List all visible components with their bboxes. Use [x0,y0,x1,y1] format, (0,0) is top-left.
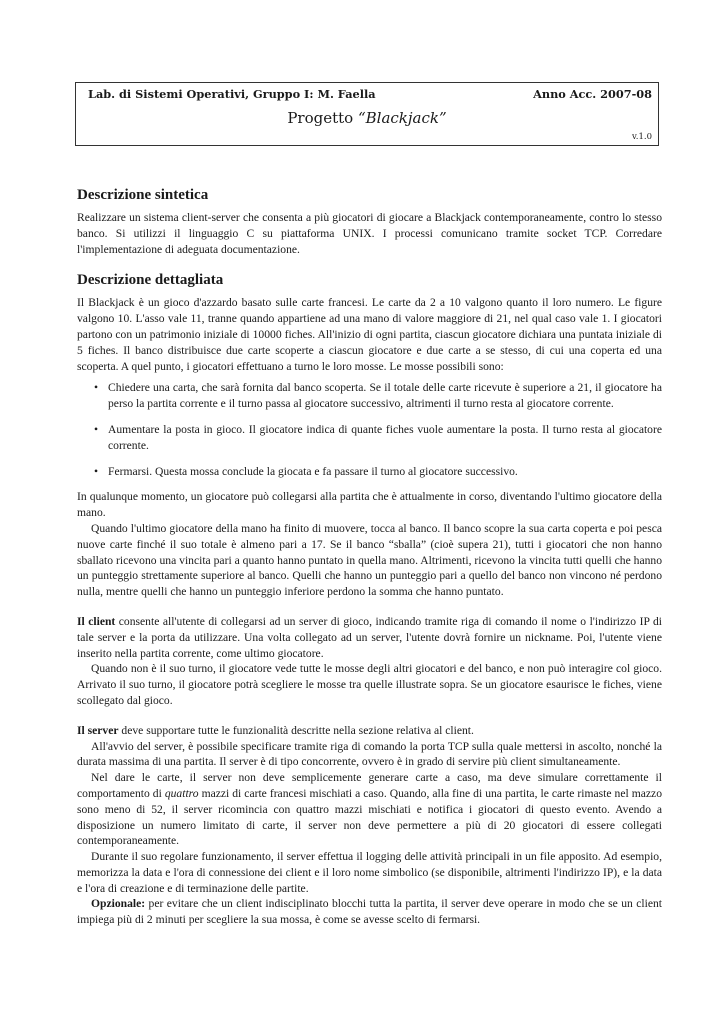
move-text: Chiedere una carta, che sarà fornita dal banco scoperta. Se il totale delle carte ricevute è superiore a 21, il giocatore ha perso la partita corrente e il turno passa al giocatore successivo, altrimenti il turno resta al giocatore corrente. [108,381,662,411]
client-paragraph [77,614,662,661]
list-item [94,422,662,454]
client-label: Il client [77,614,116,628]
server-label: Il server [77,723,119,737]
title-name: “Blackjack” [357,109,447,127]
server-optional-paragraph [77,896,662,928]
bullet-icon: • [94,422,99,436]
list-item [94,464,662,480]
details-intro: Il Blackjack è un gioco d'azzardo basato sulle carte francesi. Le carte da 2 a 10 valgono quanto il loro numero. Le figure valgono 10. L'asso vale 11, tranne quando appartiene ad una mano di valore maggiore di 21, nel qual caso vale 1. I giocatori partono con un patrimonio iniziale di 10000 fiches. All'inizio di ogni partita, ciascun giocatore dichiara una puntata iniziale di 5 fiches. Il banco distribuisce due carte scoperte a ciascun giocatore e due carte a se stesso, di cui una coperta ed una scoperta. A quel punto, i giocatori effettuano a turno le loro mosse. Le mosse possibili sono: [77,296,662,373]
academic-year: Anno Acc. 2007-08 [533,87,652,101]
document-body [77,186,662,928]
move-text: Fermarsi. Questa mossa conclude la giocata e fa passare il turno al giocatore successivo. [108,464,518,478]
moves-list [77,380,662,479]
server-logging-paragraph: Durante il suo regolare funzionamento, il server effettua il logging delle attività principali in un file apposito. Ad esempio, memorizza la data e l'ora di connessione dei client e il loro nome simbolico (se disponibile, altrimenti l'indirizzo IP), e la data e l'ora di creazione e di terminazione delle partite. [77,850,662,895]
move-text: Aumentare la posta in gioco. Il giocatore indica di quante fiches vuole aumentare la posta. Il turno resta al giocatore corrente. [108,422,662,452]
optional-text: per evitare che un client indisciplinato blocchi tutta la partita, il server deve operare in modo che se un client impiega più di 2 minuti per scegliere la sua mossa, è come se avesse scelto di fermarsi. [77,897,662,927]
client-turn-paragraph: Quando non è il suo turno, il giocatore vede tutte le mosse degli altri giocatori e del banco, e non può interagire col gioco. Arrivato il suo turno, il giocatore potrà scegliere le mosse tra quelle illustrate sopra. Se un giocatore esaurisce le fiches, viene scollegato dal gioco. [77,662,662,707]
header-box [75,82,659,146]
document-title [76,109,658,127]
details-heading: Descrizione dettagliata [77,272,224,289]
server-paragraph [77,723,662,739]
optional-label: Opzionale: [91,897,146,911]
list-item [94,380,662,412]
bullet-icon: • [94,381,99,395]
server-deck-paragraph [77,770,662,849]
bullet-icon: • [94,464,99,478]
deck-text-italic: quattro [164,786,199,800]
course-info: Lab. di Sistemi Operativi, Gruppo I: M. Faella [88,87,376,101]
title-prefix: Progetto [287,109,358,127]
deck-text-after: mazzi di carte francesi mischiati a caso. Quando, alla fine di una partita, le carte rimaste nel mazzo sono meno di 52, il server ricomincia con quattro mazzi mischiati e notifica i giocatori di questo evento. Avendo a disposizione un numero limitato di carte, il server non deve permettere a più di 20 giocatori di essere collegati contemporaneamente. [77,786,662,848]
deck-text-before: Nel dare le carte, il server non deve semplicemente generare carte a caso, ma deve simulare correttamente il comportamento di [77,771,662,800]
client-text: consente all'utente di collegarsi ad un server di gioco, indicando tramite riga di comando il nome o l'indirizzo IP di tale server e la porta da utilizzare. Una volta collegato ad un server, l'utente dovrà fornire un nickname. Poi, l'utente viene inserito nella partita corrente, come ultimo giocatore. [77,614,662,660]
server-text: deve supportare tutte le funzionalità descritte nella sezione relativa al client. [118,723,474,737]
summary-heading: Descrizione sintetica [77,187,209,203]
join-paragraph: In qualunque momento, un giocatore può collegarsi alla partita che è attualmente in corso, diventando l'ultimo giocatore della mano. [77,490,662,520]
version-label: v.1.0 [631,132,652,142]
dealer-paragraph: Quando l'ultimo giocatore della mano ha finito di muovere, tocca al banco. Il banco scopre la sua carta coperta e poi pesca nuove carte finché il suo totale è almeno pari a 17. Se il banco “sballa” (cioè supera 21), tutti i giocatori che non hanno sballato ricevono una vincita pari a quanto hanno puntato in quella mano. Altrimenti, ricevono la vincita tutti quelli che hanno un punteggio strettamente superiore al banco. Quelli che hanno un punteggio pari a quello del banco non vincono né perdono nulla, mentre quelli che hanno un punteggio inferiore perdono la somma che hanno puntato. [77,521,662,599]
server-startup-paragraph: All'avvio del server, è possibile specificare tramite riga di comando la porta TCP sulla quale mettersi in ascolto, nonché la durata massima di una partita. Il server è di tipo concorrente, ovvero è in grado di servire più client simultaneamente. [77,739,662,769]
summary-text: Realizzare un sistema client-server che consenta a più giocatori di giocare a Blackjack contemporaneamente, contro lo stesso banco. Si utilizzi il linguaggio C su piattaforma UNIX. I processi comunicano tramite socket TCP. Corredare l'implementazione di adeguata documentazione. [77,211,662,256]
